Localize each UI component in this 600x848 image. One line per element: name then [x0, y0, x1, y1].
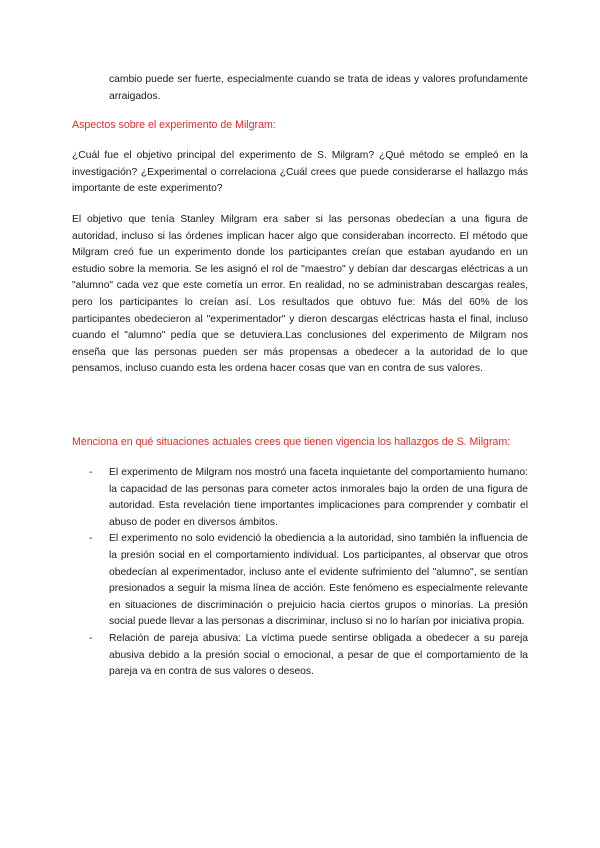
list-item-text: El experimento no solo evidenció la obediencia a la autoridad, sino también la influencia de la presión social en el comportamiento individual. Los participantes, al observar que otros obedecían al experimentador, incluso ante el evidente sufrimiento del "alumno", se sentían presionados a seguir la misma línea de acción. Este fenómeno es especialmente relevante en situaciones de discriminación o prejuicio hacia ciertos grupos o minorías. La presión social puede llevar a las personas a discriminar, incluso si no lo harían por iniciativa propia.	[109, 533, 528, 628]
list-item	[72, 465, 528, 531]
list-item-text: Relación de pareja abusiva: La víctima puede sentirse obligada a obedecer a su pareja abusiva debido a la presión social o emocional, a pesar de que el comportamiento de la pareja va en contra de sus valores o deseos.	[109, 632, 528, 678]
list-item	[72, 531, 528, 631]
bullet-dash: -	[89, 632, 93, 644]
answer-paragraph: El objetivo que tenía Stanley Milgram era saber si las personas obedecían a una figura de autoridad, incluso si las órdenes implican hacer algo que consideraban incorrecto. El método que Milgram creó fue un experimento donde los participantes creían que estaban ayudando en un estudio sobre la memoria. Se les asignó el rol de "maestro" y debían dar descargas eléctricas a un "alumno" cada vez que este cometía un error. En realidad, no se administraban descargas reales, pero los participantes lo creían así. Los resultados que obtuvo fue: Más del 60% de los participantes obedecieron al "experimentador" y dieron descargas eléctricas hasta el final, incluso cuando el "alumno" pedía que se detuviera.Las conclusiones del experimento de Milgram nos enseña que las personas pueden ser más propensas a obedecer a la autoridad de lo que pensamos, incluso cuando esta les ordena hacer cosas que van en contra de sus valores.	[72, 214, 528, 375]
bullet-dash: -	[89, 533, 93, 545]
bullet-dash: -	[89, 467, 93, 478]
list-item	[72, 631, 528, 681]
findings-list	[72, 465, 528, 681]
intro-fragment: cambio puede ser fuerte, especialmente cuando se trata de ideas y valores profundamente arraigados.	[109, 74, 528, 102]
section-heading-milgram-aspects: Aspectos sobre el experimento de Milgram:	[72, 119, 276, 131]
questions-paragraph: ¿Cuál fue el objetivo principal del experimento de S. Milgram? ¿Qué método se empleó en la investigación? ¿Experimental o correlaciona ¿Cuál crees que puede considerarse el hallazgo más importante de este experimento?	[72, 150, 528, 195]
section-heading-current-situations: Menciona en qué situaciones actuales crees que tienen vigencia los hallazgos de S. Milgram:	[72, 436, 511, 448]
list-item-text: El experimento de Milgram nos mostró una faceta inquietante del comportamiento humano: la capacidad de las personas para cometer actos inmorales bajo la orden de una figura de autoridad. Esta revelación tiene importantes implicaciones para comprender y combatir el abuso de poder en diversos ámbitos.	[109, 467, 528, 528]
